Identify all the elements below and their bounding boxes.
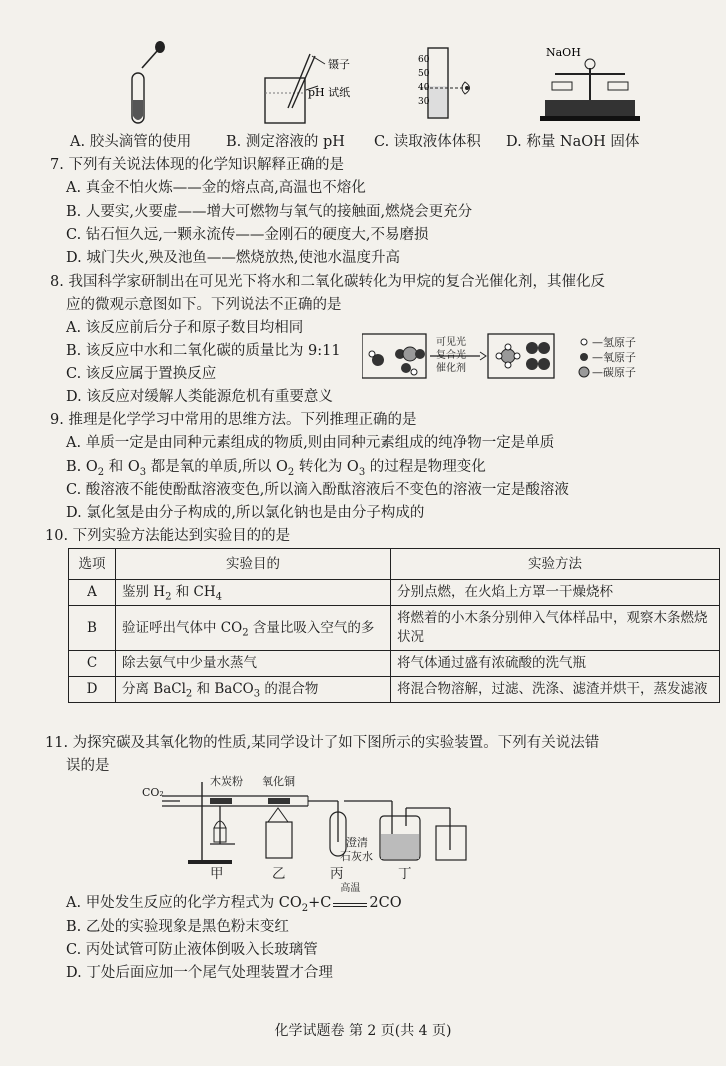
cylinder-tick-50: 50: [418, 69, 430, 79]
q11-option-a: A. 甲处发生反应的化学方程式为 $CO_2+C$ 高温 2CO: [66, 883, 402, 914]
q7-option-b: B. 人要实,火要虚——增大可燃物与氧气的接触面,燃烧会更充分: [66, 204, 473, 220]
co2-label: CO₂: [142, 786, 164, 799]
limewater-label-1: 澄清: [346, 836, 368, 849]
q6-figures: [60, 38, 700, 130]
catalyst-label-1: 可见光: [436, 337, 466, 348]
table-row: [69, 677, 720, 703]
tweezers-label: 镊子: [328, 58, 350, 71]
reaction-condition: 高温: [340, 883, 361, 894]
station-yi: 乙: [272, 866, 286, 882]
q6-option-a: A. 胶头滴管的使用: [70, 134, 192, 150]
copper-oxide-label: 氧化铜: [262, 775, 295, 788]
q11-stem-line1: 11. 为探究碳及其氧化物的性质,某同学设计了如下图所示的实验装置。下列有关说法错: [45, 735, 600, 751]
naoh-label: NaOH: [546, 46, 581, 59]
table-row: [69, 651, 720, 677]
cylinder-tick-30: 30: [418, 97, 430, 107]
q11-option-b: B. 乙处的实验现象是黑色粉末变红: [66, 919, 289, 935]
balance-figure: [540, 59, 640, 121]
q8-stem-line1: 8. 我国科学家研制出在可见光下将水和二氧化碳转化为甲烷的复合光催化剂，其催化反: [50, 274, 605, 290]
catalyst-label-2: 复合光: [436, 350, 466, 361]
header-method: 实验方法: [391, 549, 720, 580]
row-method: 将混合物溶解，过滤、洗涤、滤渣并烘干，蒸发滤液: [391, 677, 720, 703]
page-footer: 化学试题卷 第 2 页(共 4 页): [274, 1023, 452, 1039]
cylinder-tick-60: 60: [418, 55, 430, 65]
station-bing: 丙: [330, 866, 344, 882]
table-header-row: [69, 549, 720, 580]
row-option: C: [69, 651, 116, 677]
q8-option-a: A. 该反应前后分子和原子数目均相同: [66, 320, 304, 336]
q8-option-c: C. 该反应属于置换反应: [66, 366, 217, 382]
q11-apparatus: [140, 772, 500, 880]
catalyst-label-3: 催化剂: [436, 363, 466, 374]
q9-option-c: C. 酸溶液不能使酚酞溶液变色,所以滴入酚酞溶液后不变色的溶液一定是酸溶液: [66, 482, 569, 498]
q8-reaction-diagram: [362, 330, 702, 382]
q10-table: [68, 548, 720, 703]
q8-option-b: B. 该反应中水和二氧化碳的质量比为 9:11: [66, 343, 341, 359]
q7-option-c: C. 钻石恒久远,一颗永流传——金刚石的硬度大,不易磨损: [66, 227, 429, 243]
dropper-test-tube-figure: [132, 41, 165, 123]
header-option: 选项: [69, 549, 116, 580]
q6-option-b: B. 测定溶液的 pH: [226, 134, 345, 150]
carbon-powder-label: 木炭粉: [210, 775, 243, 788]
row-method: 将气体通过盛有浓硫酸的洗气瓶: [391, 651, 720, 677]
q7-option-a: A. 真金不怕火炼——金的熔点高,高温也不熔化: [66, 180, 366, 196]
q9-option-b: B. $O_2$ 和 $O_3$ 都是氧的单质,所以 $O_2$ 转化为 $O_3$ 的过程是物理变化: [66, 459, 486, 478]
q8-stem-line2: 应的微观示意图如下。下列说法不正确的是: [66, 297, 342, 313]
legend-hydrogen: —氢原子: [592, 336, 636, 349]
row-purpose: 验证呼出气体中 $CO_2$ 含量比吸入空气的多: [116, 606, 391, 651]
q10-stem: 10. 下列实验方法能达到实验目的的是: [45, 528, 291, 544]
station-jia: 甲: [210, 866, 224, 882]
table-row: [69, 580, 720, 606]
cylinder-tick-40: 40: [418, 83, 430, 93]
q7-stem: 7. 下列有关说法体现的化学知识解释正确的是: [50, 157, 344, 173]
row-purpose: 鉴别 $H_2$ 和 $CH_4$: [116, 580, 391, 606]
station-ding: 丁: [398, 866, 412, 882]
row-method: 将燃着的小木条分别伸入气体样品中，观察木条燃烧状况: [391, 606, 720, 651]
row-option: A: [69, 580, 116, 606]
limewater-label-2: 石灰水: [340, 850, 373, 863]
row-option: D: [69, 677, 116, 703]
q9-option-d: D. 氯化氢是由分子构成的,所以氯化钠也是由分子构成的: [66, 505, 425, 521]
q11-option-d: D. 丁处后面应加一个尾气处理装置才合理: [66, 965, 333, 981]
q11-stem-line2: 误的是: [66, 758, 110, 774]
q9-option-a: A. 单质一定是由同种元素组成的物质,则由同种元素组成的纯净物一定是单质: [66, 435, 555, 451]
row-purpose: 分离 BaCl$_2$ 和 BaCO$_3$ 的混合物: [116, 677, 391, 703]
q6-option-c: C. 读取液体体积: [374, 134, 481, 150]
row-purpose: 除去氨气中少量水蒸气: [116, 651, 391, 677]
header-purpose: 实验目的: [116, 549, 391, 580]
q9-stem: 9. 推理是化学学习中常用的思维方法。下列推理正确的是: [50, 412, 417, 428]
row-option: B: [69, 606, 116, 651]
ph-paper-label: pH 试纸: [308, 86, 351, 99]
row-method: 分别点燃，在火焰上方罩一干燥烧杯: [391, 580, 720, 606]
legend-carbon: —碳原子: [592, 366, 636, 379]
q8-option-d: D. 该反应对缓解人类能源危机有重要意义: [66, 389, 333, 405]
q7-option-d: D. 城门失火,殃及池鱼——燃烧放热,使池水温度升高: [66, 250, 401, 266]
table-row: [69, 606, 720, 651]
q6-option-d: D. 称量 NaOH 固体: [506, 134, 640, 150]
legend-oxygen: —氧原子: [592, 351, 636, 364]
q11-option-c: C. 丙处试管可防止液体倒吸入长玻璃管: [66, 942, 318, 958]
